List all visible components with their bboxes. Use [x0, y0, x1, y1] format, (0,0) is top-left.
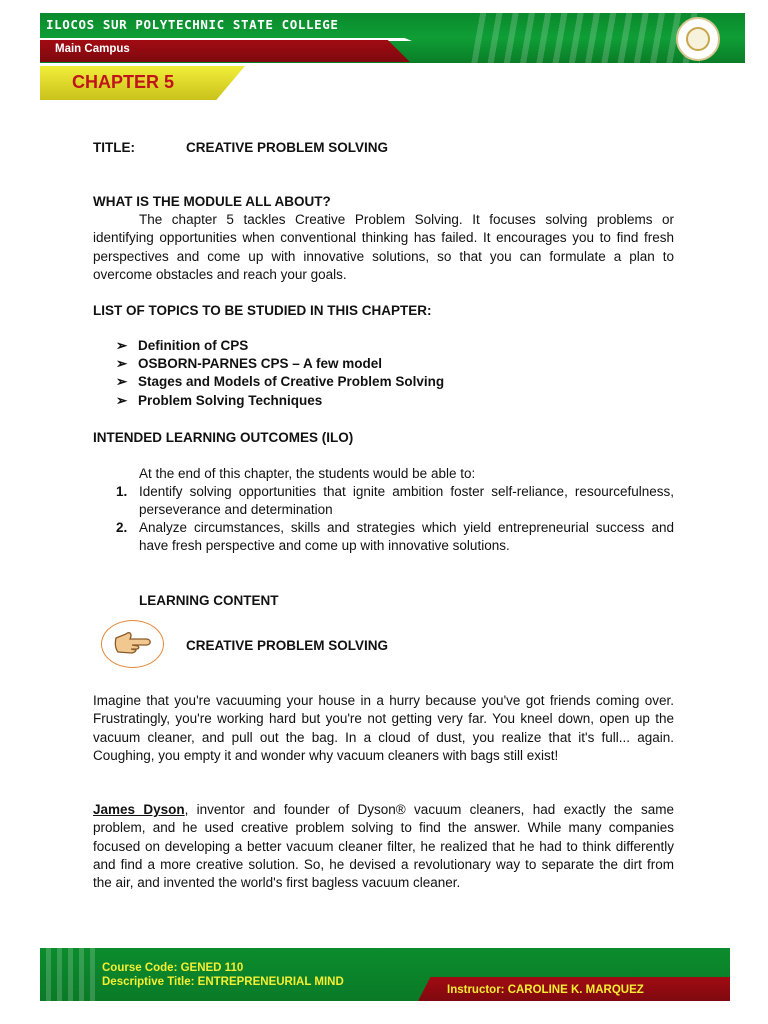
- list-item: ➢ OSBORN-PARNES CPS – A few model: [116, 356, 383, 371]
- ilo-num-1: 1.: [116, 484, 128, 499]
- list-item: ➢ Problem Solving Techniques: [116, 393, 323, 408]
- list-item: ➢ Definition of CPS: [116, 338, 249, 353]
- campus-label: Main Campus: [55, 43, 130, 55]
- seal-inner: [686, 27, 710, 51]
- title-value: CREATIVE PROBLEM SOLVING: [186, 140, 389, 155]
- content-paragraph-2: James Dyson, inventor and founder of Dyson® vacuum cleaners, had exactly the same problem, and he used creative problem solving to find the answer. While many companies focused on developing a better vacuum cleaner filter, he realized that he had to think differently and find a more creative solution. So, he devised a revolutionary way to separate the dirt from the air, and invented the world's first bagless vacuum cleaner.: [93, 802, 674, 891]
- descriptive-title: Descriptive Title: ENTREPRENEURIAL MIND: [102, 976, 344, 988]
- course-code: Course Code: GENED 110: [102, 962, 244, 974]
- chapter-label: CHAPTER 5: [72, 72, 175, 92]
- ilo-num-2: 2.: [116, 520, 128, 535]
- ilo-heading: INTENDED LEARNING OUTCOMES (ILO): [93, 430, 354, 445]
- header-stripes: [470, 13, 700, 63]
- module-heading: WHAT IS THE MODULE ALL ABOUT?: [93, 194, 331, 209]
- ilo-item-2: Analyze circumstances, skills and strategies which yield entrepreneurial success and have fresh perspective and come up with innovative solutions.: [139, 520, 674, 554]
- content-subheading: CREATIVE PROBLEM SOLVING: [186, 638, 389, 653]
- arrow-bullet-icon: ➢: [116, 393, 128, 408]
- ilo-intro: At the end of this chapter, the students would be able to:: [139, 466, 476, 481]
- instructor: Instructor: CAROLINE K. MARQUEZ: [447, 984, 644, 996]
- footer-stripes: [40, 948, 100, 1001]
- arrow-bullet-icon: ➢: [116, 356, 128, 371]
- pointing-hand-svg: [102, 621, 162, 666]
- pointing-hand-icon: [101, 620, 164, 668]
- james-dyson-name: James Dyson: [93, 802, 185, 817]
- ilo-item-1: Identify solving opportunities that ignite ambition foster self-reliance, resourcefulness, perseverance and determination: [139, 484, 674, 518]
- module-text: The chapter 5 tackles Creative Problem Solving. It focuses solving problems or identifying opportunities when conventional thinking has failed. It encourages you to find fresh perspectives and come up with innovative solutions, so that you can formulate a plan to overcome obstacles and reach your goals.: [93, 212, 674, 282]
- topics-heading: LIST OF TOPICS TO BE STUDIED IN THIS CHAPTER:: [93, 303, 432, 318]
- college-name: ILOCOS SUR POLYTECHNIC STATE COLLEGE: [46, 17, 339, 32]
- learning-content-heading: LEARNING CONTENT: [139, 593, 279, 608]
- content-paragraph-1: Imagine that you're vacuuming your house in a hurry because you've got friends coming over. Frustratingly, you're working hard but you're not getting very far. You kneel down, open up the vacuum cleaner, and pull out the bag. In a cloud of dust, you realize that it's full... again. Coughing, you empty it and wonder why vacuum cleaners with bags still exist!: [93, 693, 674, 763]
- arrow-bullet-icon: ➢: [116, 374, 128, 389]
- title-label: TITLE:: [93, 140, 135, 155]
- list-item: ➢ Stages and Models of Creative Problem Solving: [116, 374, 445, 389]
- arrow-bullet-icon: ➢: [116, 338, 128, 353]
